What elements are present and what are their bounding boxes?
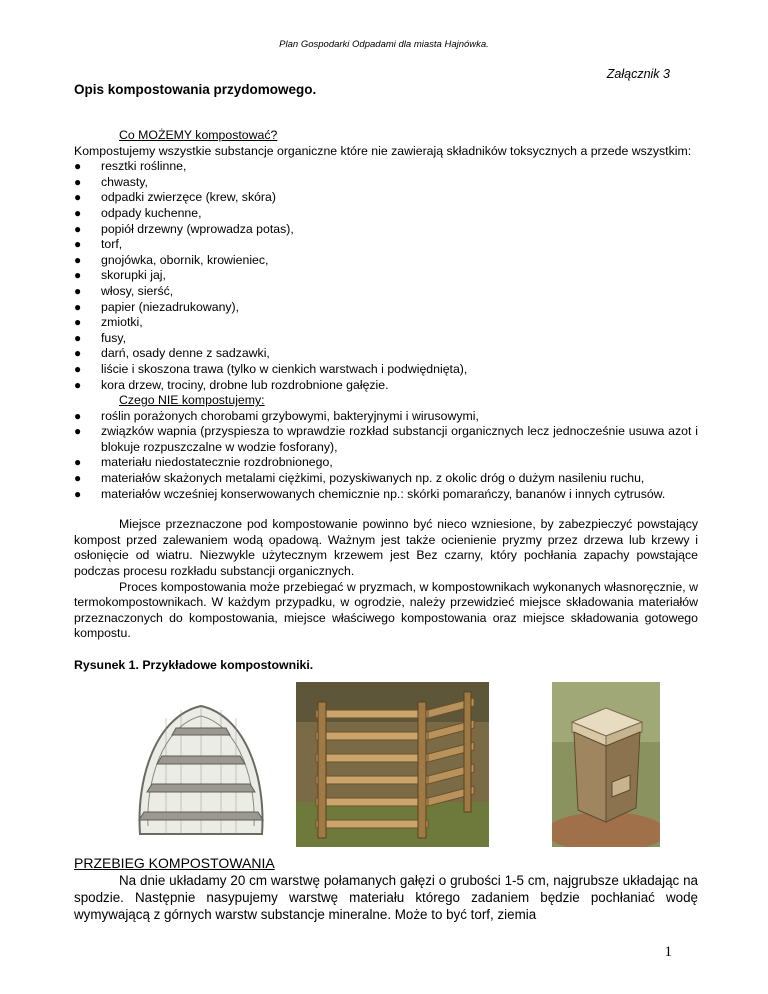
list-item (74, 346, 698, 362)
bullet-icon: ● (74, 346, 82, 361)
list-item (74, 315, 698, 331)
list-item-text: materiałów skażonych metalami ciężkimi, pozyskiwanych np. z okolic dróg o dużym nasileniu ruchu, (101, 471, 645, 486)
bullet-icon: ● (74, 361, 82, 376)
bullet-icon: ● (74, 174, 82, 189)
bullet-icon: ● (74, 159, 82, 174)
composter-images (0, 682, 768, 847)
list-item-text: papier (niezadrukowany), (101, 299, 240, 314)
list-item (74, 268, 698, 284)
can-compost-list (74, 159, 698, 393)
can-compost-heading: Co MOŻEMY kompostować? (119, 128, 278, 142)
wooden-composter-image (296, 682, 489, 847)
composting-process-section (74, 855, 698, 923)
bullet-icon: ● (74, 486, 82, 501)
list-item-text: chwasty, (101, 174, 148, 189)
page-number: 1 (664, 944, 672, 960)
bullet-icon: ● (74, 190, 82, 205)
bullet-icon: ● (74, 455, 82, 470)
list-item (74, 253, 698, 269)
list-item-text: liście i skoszona trawa (tylko w cienkich warstwach i podwiędnięta), (101, 361, 468, 376)
list-item (74, 424, 698, 455)
list-item (74, 190, 698, 206)
bullet-icon: ● (74, 377, 82, 392)
bullet-icon: ● (74, 299, 82, 314)
intro-paragraph: Kompostujemy wszystkie substancje organiczne które nie zawierają składników toksycznych a przede wszystkim: (74, 143, 692, 158)
bullet-icon: ● (74, 252, 82, 267)
list-item-text: materiałów wcześniej konserwowanych chemicznie np.: skórki pomarańczy, bananów i innych cytrusów. (101, 486, 666, 501)
main-content (74, 128, 698, 674)
list-item (74, 237, 698, 253)
figure-caption: Rysunek 1. Przykładowe kompostowniki. (74, 658, 314, 672)
list-item (74, 159, 698, 175)
bullet-icon: ● (74, 315, 82, 330)
list-item-text: roślin porażonych chorobami grzybowymi, bakteryjnymi i wirusowymi, (101, 408, 479, 423)
list-item-text: torf, (101, 237, 123, 252)
thermo-composter-image (552, 682, 660, 847)
list-item-text: zmiotki, (101, 315, 143, 330)
bullet-icon: ● (74, 205, 82, 220)
arched-composter-image (126, 698, 276, 842)
list-item-text: włosy, sierść, (101, 283, 174, 298)
annex-label: Załącznik 3 (606, 67, 670, 81)
bullet-icon: ● (74, 408, 82, 423)
list-item-text: materiału niedostatecznie rozdrobnionego, (101, 455, 333, 470)
list-item-text: fusy, (101, 330, 127, 345)
list-item-text: związków wapnia (przyspiesza to wprawdzie rozkład substancji organicznych lecz jednocześnie usuwa azot i blokuje rozpuszczalne w wodzie fosforany), (101, 424, 698, 454)
page-title: Opis kompostowania przydomowego. (74, 82, 317, 97)
list-item-text: odpady kuchenne, (101, 205, 202, 220)
bullet-icon: ● (74, 283, 82, 298)
bullet-icon: ● (74, 221, 82, 236)
list-item (74, 331, 698, 347)
list-item-text: odpadki zwierzęce (krew, skóra) (101, 190, 276, 205)
list-item (74, 362, 698, 378)
bullet-icon: ● (74, 268, 82, 283)
cannot-compost-heading: Czego NIE kompostujemy: (119, 393, 265, 408)
list-item (74, 487, 698, 503)
cannot-compost-list (74, 409, 698, 503)
list-item (74, 378, 698, 394)
list-item (74, 284, 698, 300)
list-item (74, 300, 698, 316)
bullet-icon: ● (74, 471, 82, 486)
section-title: PRZEBIEG KOMPOSTOWANIA (74, 855, 275, 871)
list-item (74, 206, 698, 222)
list-item-text: kora drzew, trociny, drobne lub rozdrobnione gałęzie. (101, 377, 389, 392)
bullet-icon: ● (74, 330, 82, 345)
list-item-text: gnojówka, obornik, krowieniec, (101, 252, 269, 267)
list-item (74, 471, 698, 487)
bullet-icon: ● (74, 424, 82, 439)
list-item (74, 222, 698, 238)
list-item-text: darń, osady denne z sadzawki, (101, 346, 270, 361)
list-item-text: skorupki jaj, (101, 268, 166, 283)
section-paragraph: Na dnie układamy 20 cm warstwę połamanych gałęzi o grubości 1-5 cm, najgrubsze układając na spodzie. Następnie nasypujemy warstwę materiału którego zadaniem będzie pochłaniać wodę wymywającą z górnych warstw substancje mineralne. Może to być torf, ziemia (74, 873, 698, 922)
list-item-text: popiół drzewny (wprowadza potas), (101, 221, 294, 236)
list-item-text: resztki roślinne, (101, 159, 187, 174)
location-paragraph: Miejsce przeznaczone pod kompostowanie powinno być nieco wzniesione, by zabezpieczyć powstający kompost przed zalewaniem wodą opadową. Ważnym jest także ocienienie pryzmy przez drzewa lub krzewy i osłonięcie od wiatru. Niezwykle użytecznym krzewem jest Bez czarny, który pochłania zapachy powstające podczas procesu rozkładu substancji organicznych. (74, 517, 698, 579)
list-item (74, 455, 698, 471)
process-paragraph: Proces kompostowania może przebiegać w pryzmach, w kompostownikach wykonanych własnoręcznie, w termokompostownikach. W każdym przypadku, w ogrodzie, należy przewidzieć miejsce składowania materiałów przeznaczonych do kompostowania, miejsce właściwego kompostowania oraz miejsce składowania gotowego kompostu. (74, 579, 698, 641)
list-item (74, 175, 698, 191)
bullet-icon: ● (74, 237, 82, 252)
list-item (74, 409, 698, 425)
running-header: Plan Gospodarki Odpadami dla miasta Hajnówka. (279, 39, 489, 50)
